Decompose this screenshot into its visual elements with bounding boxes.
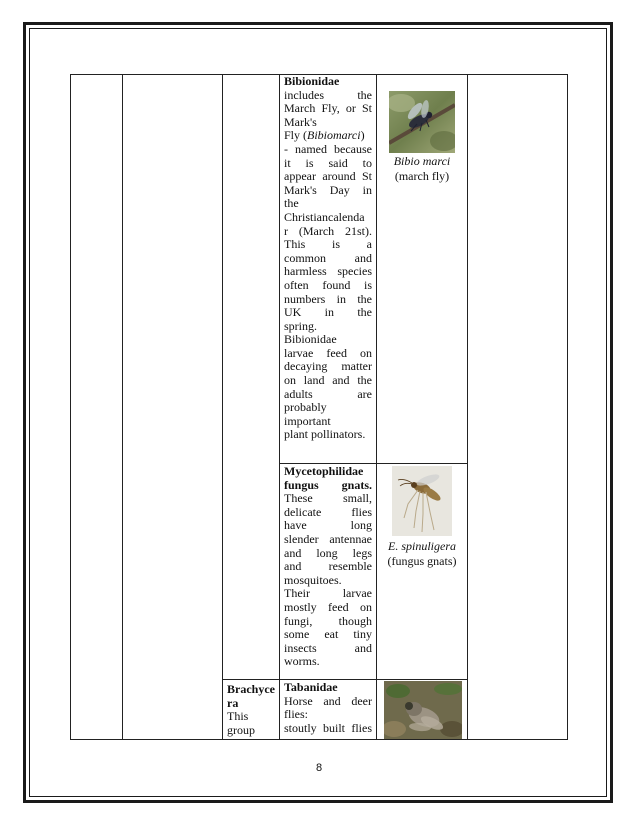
species-name: Bibio marci	[393, 154, 451, 168]
order-line: Brachyce	[227, 683, 275, 696]
description-line: often found is	[284, 277, 372, 292]
description-line: Bibionidae	[284, 332, 337, 347]
row-divider	[279, 463, 467, 464]
suborder-brachycera	[227, 683, 277, 737]
column-divider	[279, 74, 280, 740]
species-name: E. spinuligera	[388, 539, 456, 553]
description-line: UK in the	[284, 305, 372, 320]
order-line: ra	[227, 695, 239, 710]
description-line: decaying matter	[284, 359, 372, 374]
family-description-mycetophilidae	[284, 465, 372, 669]
description-line: includes the	[284, 87, 372, 102]
description-line: Bibionidae	[284, 75, 340, 88]
march-fly-caption	[377, 154, 467, 194]
description-line: appear around St	[284, 169, 372, 184]
description-line: plant pollinators.	[284, 427, 366, 442]
description-line: and long legs	[284, 545, 372, 560]
horse-fly-photo	[384, 681, 462, 739]
common-name: (fungus gnats)	[387, 554, 457, 568]
column-divider	[122, 74, 123, 740]
description-line: Fly (Bibiomarci)	[284, 128, 365, 143]
description-line: Tabanidae	[284, 681, 338, 694]
horse-fly-image	[384, 681, 462, 739]
description-line: r (March 21st).	[284, 223, 372, 238]
description-line: - named because	[284, 141, 372, 156]
description-line: on land and the	[284, 373, 372, 388]
description-line: fungi, though	[284, 613, 372, 628]
description-line: and resemble	[284, 559, 372, 574]
description-line: Their larvae	[284, 586, 372, 601]
description-line: fungus gnats.	[284, 477, 372, 492]
description-line: mosquitoes.	[284, 572, 342, 587]
description-line: flies:	[284, 707, 308, 722]
description-line: spring.	[284, 318, 317, 333]
common-name: (march fly)	[394, 169, 450, 183]
fungus-gnat-photo	[392, 466, 452, 536]
page-number: 8	[315, 762, 323, 774]
order-line: This	[227, 709, 249, 724]
description-line: insects and	[284, 640, 372, 655]
table-left-border	[70, 74, 71, 740]
march-fly-photo	[389, 91, 455, 153]
description-line: stoutly built flies	[284, 720, 372, 735]
description-line: it is said to	[284, 155, 372, 170]
family-description-bibionidae	[284, 75, 372, 442]
description-line: Mark's	[284, 114, 317, 129]
description-line: important	[284, 413, 331, 428]
description-line: worms.	[284, 654, 320, 669]
description-line: Mark's Day in	[284, 182, 372, 197]
description-line: common and	[284, 250, 372, 265]
description-line: slender antennae	[284, 531, 372, 546]
row-divider	[222, 679, 467, 680]
description-line: adults are	[284, 386, 372, 401]
description-line: Mycetophilidae	[284, 465, 364, 478]
table-bottom-border	[70, 739, 568, 740]
family-description-tabanidae	[284, 681, 372, 735]
taxonomy-table	[70, 74, 568, 740]
fungus-gnat-image	[392, 466, 452, 536]
table-right-border	[567, 74, 568, 740]
column-divider	[467, 74, 468, 740]
column-divider	[222, 74, 223, 740]
march-fly-image	[389, 91, 455, 153]
description-line: the	[284, 196, 299, 211]
description-line: have long	[284, 518, 372, 533]
description-line: larvae feed on	[284, 345, 372, 360]
description-line: harmless species	[284, 264, 372, 279]
description-line: Christiancalenda	[284, 209, 365, 224]
description-line: some eat tiny	[284, 627, 372, 642]
description-line: These small,	[284, 491, 372, 506]
description-line: probably	[284, 400, 327, 415]
description-line: numbers in the	[284, 291, 372, 306]
description-line: March Fly, or St	[284, 101, 372, 116]
fungus-gnat-caption	[377, 539, 467, 579]
description-line: This is a	[284, 237, 372, 252]
description-line: mostly feed on	[284, 599, 372, 614]
order-line: group	[227, 722, 255, 737]
description-line: delicate flies	[284, 504, 372, 519]
description-line: Horse and deer	[284, 693, 372, 708]
